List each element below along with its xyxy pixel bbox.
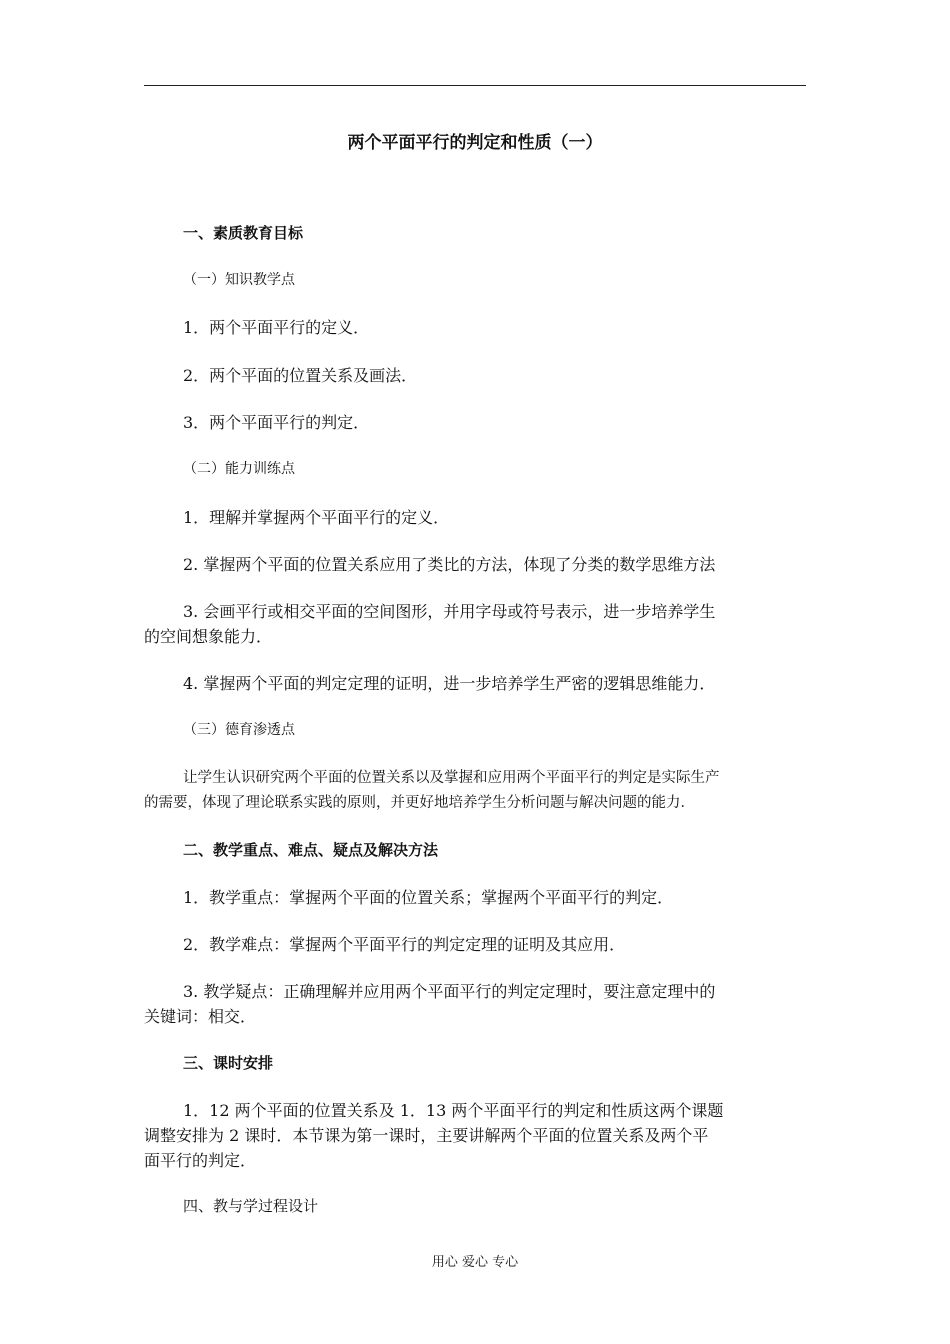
ability-item-2: 2. 掌握两个平面的位置关系应用了类比的方法，体现了分类的数学思维方法	[183, 555, 716, 574]
moral-paragraph-line2: 的需要，体现了理论联系实践的原则，并更好地培养学生分析问题与解决问题的能力．	[144, 795, 695, 811]
knowledge-item-1: 1．两个平面平行的定义．	[183, 318, 370, 337]
ability-item-4: 4. 掌握两个平面的判定定理的证明，进一步培养学生严密的逻辑思维能力．	[183, 674, 716, 693]
schedule-paragraph-line2: 调整安排为 2 课时．本节课为第一课时，主要讲解两个平面的位置关系及两个平	[144, 1126, 709, 1145]
header-rule	[144, 85, 806, 86]
ability-item-3-line2: 的空间想象能力．	[144, 627, 273, 646]
subsection-knowledge: （一）知识教学点	[183, 272, 295, 288]
section-heading-2: 二、教学重点、难点、疑点及解决方法	[183, 841, 439, 859]
schedule-paragraph-line3: 面平行的判定．	[144, 1151, 257, 1170]
subsection-moral: （三）德育渗透点	[183, 722, 295, 738]
ability-item-1: 1．理解并掌握两个平面平行的定义．	[183, 508, 450, 527]
section-heading-1: 一、素质教育目标	[183, 224, 304, 242]
doubt-item-line2: 关键词：相交．	[144, 1007, 257, 1026]
page-footer: 用心 爱心 专心	[431, 1255, 519, 1270]
doubt-item-line1: 3. 教学疑点：正确理解并应用两个平面平行的判定定理时，要注意定理中的	[183, 982, 716, 1001]
knowledge-item-2: 2．两个平面的位置关系及画法．	[183, 366, 418, 385]
subsection-ability: （二）能力训练点	[183, 461, 295, 477]
page-title: 两个平面平行的判定和性质（一）	[347, 133, 603, 153]
moral-paragraph-line1: 让学生认识研究两个平面的位置关系以及掌握和应用两个平面平行的判定是实际生产	[183, 770, 720, 786]
key-point-item: 1．教学重点：掌握两个平面的位置关系；掌握两个平面平行的判定．	[183, 888, 674, 907]
schedule-paragraph-line1: 1．12 两个平面的位置关系及 1．13 两个平面平行的判定和性质这两个课题	[183, 1101, 724, 1120]
difficulty-item: 2．教学难点：掌握两个平面平行的判定定理的证明及其应用．	[183, 935, 626, 954]
ability-item-3-line1: 3. 会画平行或相交平面的空间图形，并用字母或符号表示，进一步培养学生	[183, 602, 716, 621]
section-heading-3: 三、课时安排	[183, 1054, 274, 1072]
section-heading-4: 四、教与学过程设计	[183, 1197, 319, 1215]
knowledge-item-3: 3．两个平面平行的判定．	[183, 413, 370, 432]
